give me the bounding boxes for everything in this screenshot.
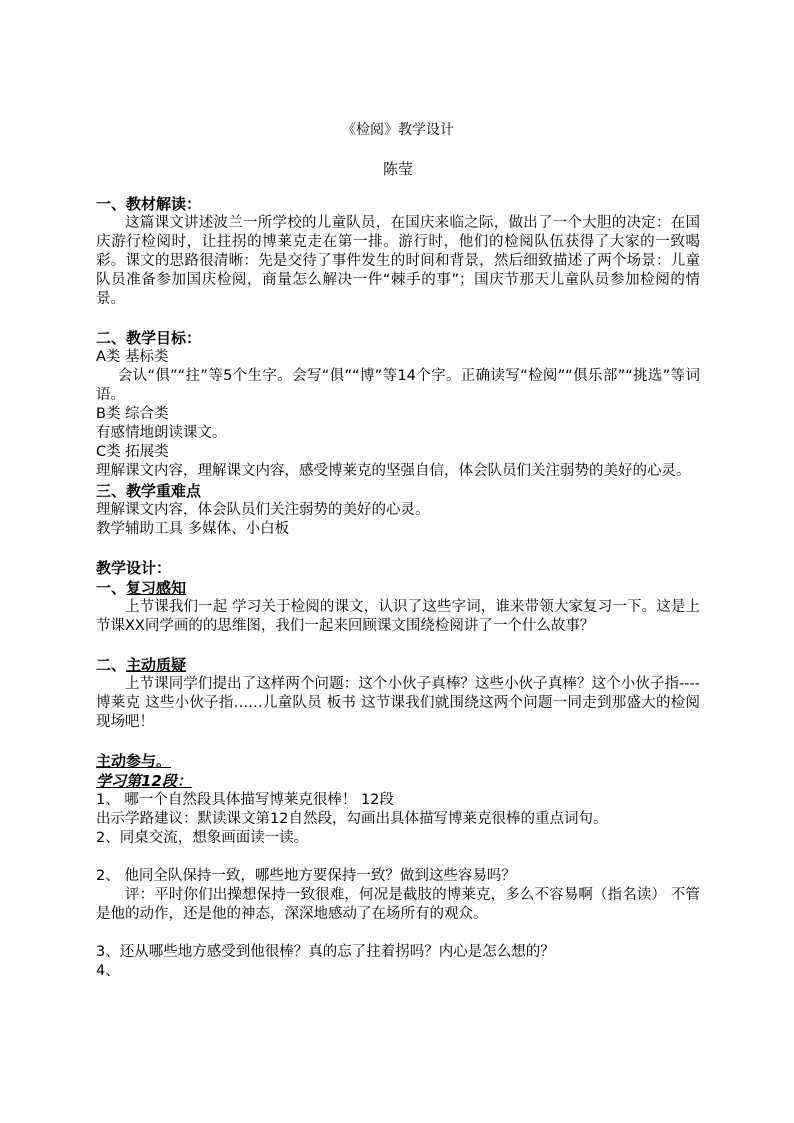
design-part1-heading: [96, 578, 700, 598]
section-heading-material: 一、教材解读：: [96, 195, 202, 213]
design-part2-heading: [96, 655, 700, 675]
question-4: 4、: [96, 963, 120, 979]
goal-a-body: 会认“俱”“拄”等5个生字。会写“俱”“博”等14个字。正确读写“检阅”“俱乐部”“挑选”等词语。: [96, 368, 700, 403]
author-name: 陈莹: [382, 160, 413, 178]
material-paragraph: 这篇课文讲述波兰一所学校的儿童队员，在国庆来临之际，做出了一个大胆的决定：在国庆游行检阅时，让拄拐的博莱克走在第一排。游行时，他们的检阅队伍获得了大家的一致喝彩。课文的思路很清晰：先是交待了事件发生的时间和背景，然后细致描述了两个场景：儿童队员准备参加国庆检阅，商量怎么解决一件“棘手的事”；国庆节那天儿童队员参加检阅的情景。: [96, 215, 700, 307]
design-part1-prefix: 一、: [96, 579, 127, 597]
teaching-tools: 教学辅助工具 多媒体、小白板: [96, 521, 290, 537]
section-heading-keypoints: 三、教学重难点: [96, 482, 202, 500]
goal-b-label: B类 综合类: [96, 406, 169, 422]
goal-a-label: A类 基标类: [96, 349, 169, 365]
design-part2-body: 上节课同学们提出了这样两个问题：这个小伙子真棒？这些小伙子真棒？这个小伙子指----博莱克 这些小伙子指……儿童队员 板书 这节课我们就围绕这两个问题一同走到那盛大的检阅现场吧！: [96, 676, 700, 730]
design-part2-prefix: 二、: [96, 656, 127, 674]
design-part3-subheading: 学习第12段：: [96, 772, 192, 790]
question-1-tip: 出示学路建议：默读课文第12自然段，勾画出具体描写博莱克很棒的重点词句。: [96, 811, 608, 827]
question-3: 3、还从哪些地方感受到他很棒？真的忘了拄着拐吗？内心是怎么想的？: [96, 944, 555, 960]
goal-b-body: 有感情地朗读课文。: [96, 425, 227, 441]
question-2-comment: 评：平时你们出操想保持一致很难，何况是截肢的博莱克，多么不容易啊（指名读） 不管是他的动作，还是他的神态，深深地感动了在场所有的观众。: [96, 887, 700, 922]
design-part2-title: 主动质疑: [126, 656, 187, 674]
question-1: 1、 哪一个自然段具体描写博莱克很棒！ 12段: [96, 792, 394, 808]
goal-c-label: C类 拓展类: [96, 444, 169, 460]
design-part1-title: 复习感知: [126, 579, 187, 597]
document-body: [96, 194, 700, 981]
goal-c-body: 理解课文内容，理解课文内容，感受博莱克的坚强自信，体会队员们关注弱势的美好的心灵。: [96, 463, 691, 479]
question-1-step: 2、同桌交流，想象画面读一读。: [96, 830, 309, 846]
design-part3-heading: 主动参与。: [96, 752, 172, 770]
design-heading: 教学设计：: [96, 559, 172, 577]
question-2: 2、 他同全队保持一致，哪些地方要保持一致？做到这些容易吗？: [96, 868, 516, 884]
document-title: 《检阅》教学设计: [342, 122, 454, 138]
design-part1-body: 上节课我们一起 学习关于检阅的课文，认识了这些字词，谁来带领大家复习一下。这是上节课XX同学画的的思维图，我们一起来回顾课文围绕检阅讲了一个什么故事？: [96, 599, 700, 634]
keypoints-body: 理解课文内容，体会队员们关注弱势的美好的心灵。: [96, 502, 430, 518]
section-heading-goals: 二、教学目标：: [96, 329, 202, 347]
